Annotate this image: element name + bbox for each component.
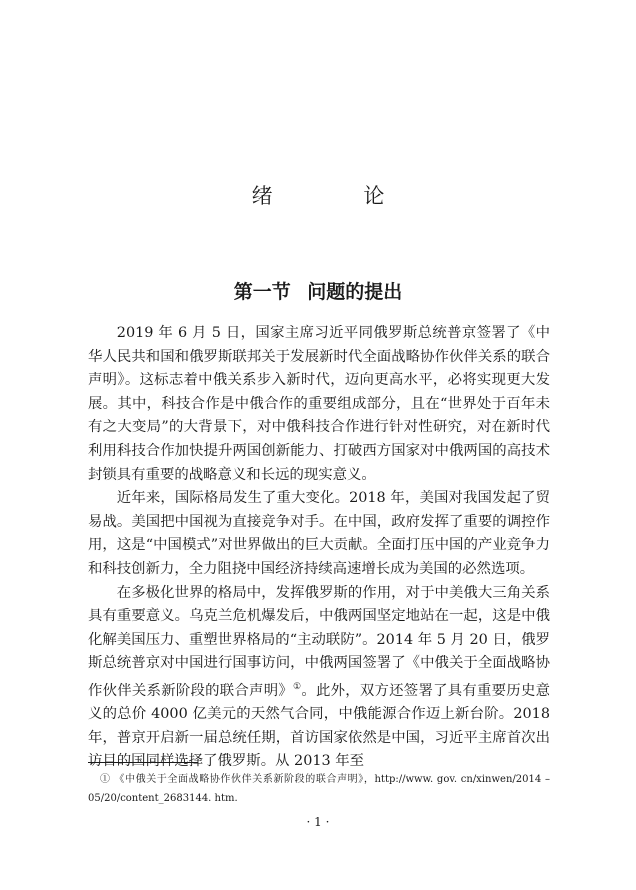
footnote: ① 《中俄关于全面战略协作伙伴关系新阶段的联合声明》，http://www. gov. cn/xinwen/2014 – 05/20/content_2683144. htm.: [88, 774, 550, 804]
footnote-marker[interactable]: ①: [292, 681, 302, 692]
paragraph-1: 2019 年 6 月 5 日，国家主席习近平同俄罗斯总统普京签署了《中华人民共和国和俄罗斯联邦关于发展新时代全面战略协作伙伴关系的联合声明》。这标志着中俄关系步入新时代，迈向更高水平，必将实现更大发展。其中，科技合作是中俄合作的重要组成部分，且在“世界处于百年未有之大变局”的大背景下，对中俄科技合作进行针对性研究，对在新时代利用科技合作加快提升两国创新能力、打破西方国家对中俄两国的高技术封锁具有重要的战略意义和长远的现实意义。: [88, 325, 550, 483]
page-number: · 1 ·: [306, 815, 330, 829]
paragraph-2: 近年来，国际格局发生了重大变化。2018 年，美国对我国发起了贸易战。美国把中国视为直接竞争对手。在中国，政府发挥了重要的调控作用，这是“中国模式”对世界做出的巨大贡献。全面打压中国的产业竞争力和科技创新力，全力阻挠中国经济持续高速增长成为美国的必然选项。: [88, 490, 550, 577]
section-title: 第一节 问题的提出: [233, 281, 403, 303]
chapter-title: 绪 论: [251, 184, 427, 208]
paragraph-3-part-2: 。此外，双方还签署了具有重要历史意义的总价 4000 亿美元的天然气合同，中俄能源合作迈上新台阶。2018 年，普京开启新一届总统任期，首访国家依然是中国，习近平主席首次出访目的国同样选择了俄罗斯。从 2013 年至: [88, 682, 550, 770]
body-text: [88, 322, 550, 774]
paragraph-3: [88, 582, 550, 775]
paragraph-3-part-1: 在多极化世界的格局中，发挥俄罗斯的作用，对于中美俄大三角关系具有重要意义。乌克兰危机爆发后，中俄两国坚定地站在一起，这是中俄化解美国压力、重塑世界格局的“主动联防”。2014 年 5 月 20 日，俄罗斯总统普京对中国进行国事访问，中俄两国签署了《中俄关于全面战略协作伙伴关系新阶段的联合声明》: [88, 584, 550, 699]
footnote-divider: [88, 762, 198, 763]
